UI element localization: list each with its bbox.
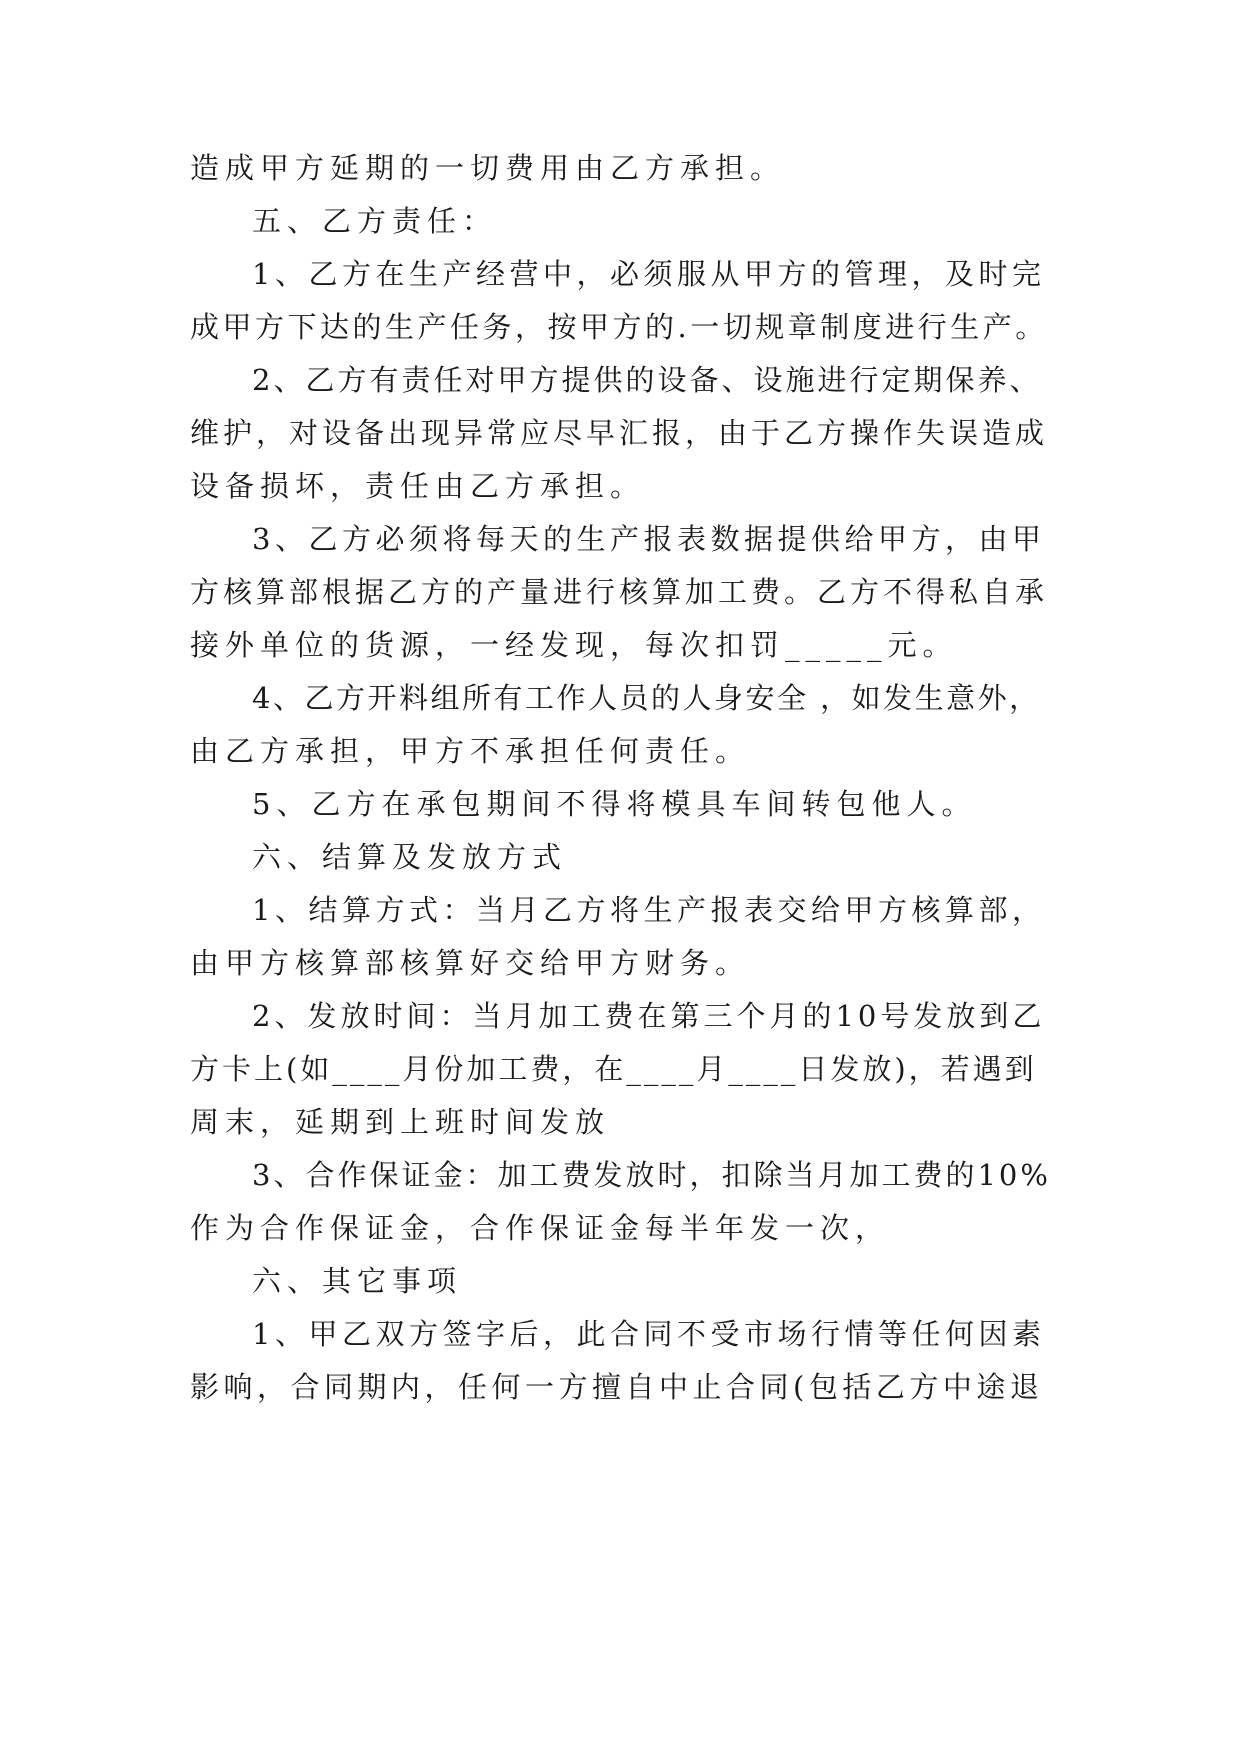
- paragraph-line: 作为合作保证金，合作保证金每半年发一次，: [190, 1211, 891, 1245]
- paragraph-line: 1、结算方式：当月乙方将生产报表交给甲方核算部，: [252, 893, 1046, 927]
- paragraph-line: 1、甲乙双方签字后，此合同不受市场行情等任何因素: [252, 1317, 1046, 1351]
- section-heading: 六、结算及发放方式: [252, 840, 568, 874]
- paragraph-line: 成甲方下达的生产任务，按甲方的.一切规章制度进行生产。: [190, 310, 1048, 344]
- section-heading: 六、其它事项: [252, 1264, 463, 1298]
- paragraph-line: 4、乙方开料组所有工作人员的人身安全 ，如发生意外，: [252, 681, 1041, 715]
- paragraph-line: 5、乙方在承包期间不得将模具车间转包他人。: [252, 787, 977, 821]
- paragraph-line: 周末，延期到上班时间发放: [190, 1105, 611, 1139]
- paragraph-line: 方卡上(如____月份加工费，在____月____日发放)，若遇到: [190, 1052, 1037, 1086]
- paragraph-line: 2、乙方有责任对甲方提供的设备、设施进行定期保养、: [252, 363, 1042, 397]
- paragraph-line: 由乙方承担，甲方不承担任何责任。: [190, 734, 751, 768]
- paragraph-line: 方核算部根据乙方的产量进行核算加工费。乙方不得私自承: [190, 575, 1049, 609]
- paragraph-line: 3、乙方必须将每天的生产报表数据提供给甲方，由甲: [252, 522, 1046, 556]
- paragraph-line: 2、发放时间：当月加工费在第三个月的10号发放到乙: [252, 999, 1046, 1033]
- paragraph-line: 接外单位的货源，一经发现，每次扣罚_____元。: [190, 628, 958, 662]
- paragraph-line: 维护，对设备出现异常应尽早汇报，由于乙方操作失误造成: [190, 416, 1049, 450]
- section-heading: 五、乙方责任：: [252, 204, 498, 238]
- paragraph-line: 1、乙方在生产经营中，必须服从甲方的管理，及时完: [252, 257, 1046, 291]
- paragraph-line: 设备损坏，责任由乙方承担。: [190, 469, 646, 503]
- paragraph-line: 3、合作保证金：加工费发放时，扣除当月加工费的10%: [252, 1158, 1051, 1192]
- paragraph-line: 由甲方核算部核算好交给甲方财务。: [190, 946, 751, 980]
- paragraph-line: 造成甲方延期的一切费用由乙方承担。: [190, 151, 786, 185]
- paragraph-line: 影响，合同期内，任何一方擅自中止合同(包括乙方中途退: [190, 1370, 1044, 1404]
